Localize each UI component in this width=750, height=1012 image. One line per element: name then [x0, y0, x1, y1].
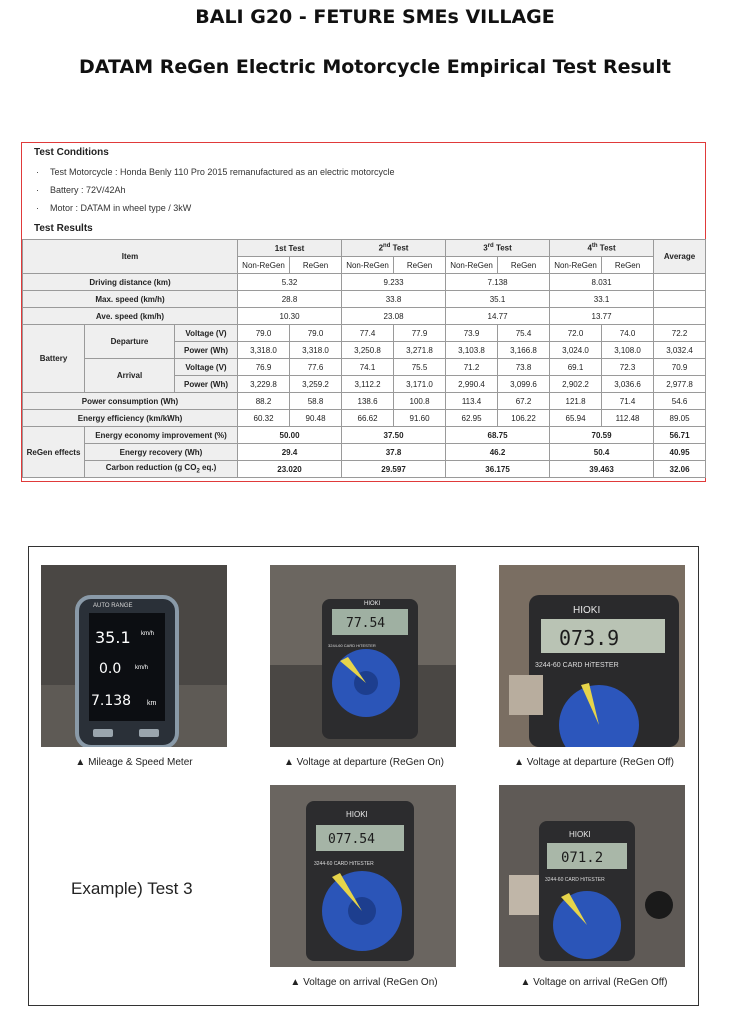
header-test-2: 2nd Test: [342, 240, 446, 257]
table-cell: 72.2: [654, 325, 706, 342]
header-non-regen: Non-ReGen: [238, 257, 290, 274]
table-cell: 58.8: [290, 393, 342, 410]
table-cell: 79.0: [290, 325, 342, 342]
results-table: [22, 239, 706, 478]
table-cell: 50.4: [550, 444, 654, 461]
arrival-label: Arrival: [85, 359, 175, 393]
row-label: Energy recovery (Wh): [85, 444, 238, 461]
table-row-departure-voltage: [23, 325, 706, 342]
table-cell: 3,036.6: [602, 376, 654, 393]
table-cell: 29.4: [238, 444, 342, 461]
svg-text:073.9: 073.9: [559, 626, 620, 650]
table-cell: 113.4: [446, 393, 498, 410]
table-cell: 33.8: [342, 291, 446, 308]
table-cell: 106.22: [498, 410, 550, 427]
power-label: Power (Wh): [175, 342, 238, 359]
test-conditions-heading: Test Conditions: [34, 147, 109, 158]
table-cell: 74.0: [602, 325, 654, 342]
speedometer-photo: [41, 565, 227, 747]
multimeter-arrival-regen-off-photo: [499, 785, 685, 967]
svg-text:0.0: 0.0: [99, 661, 122, 677]
table-cell: 72.3: [602, 359, 654, 376]
table-cell: 70.59: [550, 427, 654, 444]
svg-text:km/h: km/h: [135, 665, 149, 671]
svg-text:HIOKI: HIOKI: [346, 810, 368, 819]
table-row-carbon-reduction: [23, 461, 706, 478]
table-cell: 68.75: [446, 427, 550, 444]
departure-label: Departure: [85, 325, 175, 359]
caption-speed-meter: ▲ Mileage & Speed Meter: [75, 757, 193, 768]
header-average: Average: [654, 240, 706, 274]
table-cell: 121.8: [550, 393, 602, 410]
table-cell: 36.175: [446, 461, 550, 478]
bullet-icon: ·: [36, 203, 39, 213]
page-subtitle: DATAM ReGen Electric Motorcycle Empirical Test Result: [79, 56, 671, 78]
bullet-icon: ·: [36, 167, 39, 177]
table-cell: 14.77: [446, 308, 550, 325]
test-report-box: [21, 142, 706, 482]
table-cell: 71.2: [446, 359, 498, 376]
photo-panel: [28, 546, 699, 1006]
power-label: Power (Wh): [175, 376, 238, 393]
table-cell: 89.05: [654, 410, 706, 427]
multimeter-icon: [270, 565, 456, 747]
header-test-3: 3rd Test: [446, 240, 550, 257]
battery-label: Battery: [23, 325, 85, 393]
header-test-1: 1st Test: [238, 240, 342, 257]
svg-text:3244-60 CARD HiTESTER: 3244-60 CARD HiTESTER: [314, 861, 374, 867]
test-results-heading: Test Results: [34, 223, 93, 234]
table-cell: [654, 291, 706, 308]
table-cell: 29.597: [342, 461, 446, 478]
table-row-driving-distance: [23, 274, 706, 291]
table-cell: 91.60: [394, 410, 446, 427]
table-cell: 88.2: [238, 393, 290, 410]
table-cell: 37.50: [342, 427, 446, 444]
table-cell: 3,259.2: [290, 376, 342, 393]
table-cell: 46.2: [446, 444, 550, 461]
svg-text:3244-60 CARD HiTESTER: 3244-60 CARD HiTESTER: [535, 662, 619, 669]
caption-departure-regen-off: ▲ Voltage at departure (ReGen Off): [514, 757, 674, 768]
row-label: Power consumption (Wh): [23, 393, 238, 410]
table-cell: 3,271.8: [394, 342, 446, 359]
header-regen: ReGen: [290, 257, 342, 274]
row-label: Ave. speed (km/h): [23, 308, 238, 325]
table-cell: 3,250.8: [342, 342, 394, 359]
table-cell: 56.71: [654, 427, 706, 444]
svg-text:km/h: km/h: [141, 631, 155, 637]
svg-text:HIOKI: HIOKI: [573, 605, 601, 616]
table-cell: 73.9: [446, 325, 498, 342]
table-cell: 39.463: [550, 461, 654, 478]
table-row-ave-speed: [23, 308, 706, 325]
caption-departure-regen-on: ▲ Voltage at departure (ReGen On): [284, 757, 444, 768]
header-non-regen: Non-ReGen: [550, 257, 602, 274]
header-regen: ReGen: [394, 257, 446, 274]
table-cell: 3,032.4: [654, 342, 706, 359]
header-non-regen: Non-ReGen: [342, 257, 394, 274]
table-cell: 100.8: [394, 393, 446, 410]
table-cell: 74.1: [342, 359, 394, 376]
table-cell: 3,318.0: [238, 342, 290, 359]
table-cell: 5.32: [238, 274, 342, 291]
table-cell: 3,166.8: [498, 342, 550, 359]
table-cell: 77.9: [394, 325, 446, 342]
table-row-energy-efficiency: [23, 410, 706, 427]
regen-effects-label: ReGen effects: [23, 427, 85, 478]
svg-text:km: km: [147, 700, 157, 707]
page-title: BALI G20 - FETURE SMEs VILLAGE: [195, 6, 555, 28]
table-cell: 72.0: [550, 325, 602, 342]
table-cell: 3,103.8: [446, 342, 498, 359]
table-cell: 33.1: [550, 291, 654, 308]
table-cell: 77.4: [342, 325, 394, 342]
table-cell: 7.138: [446, 274, 550, 291]
table-cell: 3,099.6: [498, 376, 550, 393]
table-row-energy-recovery: [23, 444, 706, 461]
voltage-label: Voltage (V): [175, 325, 238, 342]
table-cell: 37.8: [342, 444, 446, 461]
table-row-power-consumption: [23, 393, 706, 410]
table-cell: 67.2: [498, 393, 550, 410]
table-cell: 112.48: [602, 410, 654, 427]
header-test-4: 4th Test: [550, 240, 654, 257]
table-cell: 2,990.4: [446, 376, 498, 393]
row-label: Max. speed (km/h): [23, 291, 238, 308]
table-cell: 69.1: [550, 359, 602, 376]
table-cell: 62.95: [446, 410, 498, 427]
table-cell: 60.32: [238, 410, 290, 427]
multimeter-icon: [499, 785, 685, 967]
table-cell: 3,229.8: [238, 376, 290, 393]
header-regen: ReGen: [602, 257, 654, 274]
table-cell: 76.9: [238, 359, 290, 376]
row-label: Energy economy improvement (%): [85, 427, 238, 444]
condition-text: Battery : 72V/42Ah: [50, 185, 126, 195]
table-row-arrival-voltage: [23, 359, 706, 376]
table-row-energy-economy: [23, 427, 706, 444]
condition-text: Motor : DATAM in wheel type / 3kW: [50, 203, 192, 213]
multimeter-arrival-regen-on-photo: [270, 785, 456, 967]
multimeter-departure-regen-off-photo: [499, 565, 685, 747]
header-non-regen: Non-ReGen: [446, 257, 498, 274]
table-cell: 75.4: [498, 325, 550, 342]
table-cell: 3,108.0: [602, 342, 654, 359]
table-cell: 73.8: [498, 359, 550, 376]
table-cell: 2,977.8: [654, 376, 706, 393]
caption-arrival-regen-on: ▲ Voltage on arrival (ReGen On): [290, 977, 438, 988]
row-label: Carbon reduction (g $CO_2$ eq.): [85, 461, 238, 478]
multimeter-departure-regen-on-photo: [270, 565, 456, 747]
svg-text:071.2: 071.2: [561, 850, 604, 866]
header-item: Item: [23, 240, 238, 274]
example-label: Example) Test 3: [71, 879, 193, 898]
table-cell: 2,902.2: [550, 376, 602, 393]
condition-item: [36, 203, 191, 213]
svg-text:35.1: 35.1: [95, 628, 131, 647]
table-cell: 75.5: [394, 359, 446, 376]
multimeter-icon: [270, 785, 456, 967]
table-cell: 90.48: [290, 410, 342, 427]
table-cell: 10.30: [238, 308, 342, 325]
table-header-row: [23, 240, 706, 257]
table-cell: [654, 308, 706, 325]
condition-text: Test Motorcycle : Honda Benly 110 Pro 2015 remanufactured as an electric motorcycle: [50, 167, 395, 177]
svg-text:3244-60 CARD HiTESTER: 3244-60 CARD HiTESTER: [545, 877, 605, 883]
table-cell: 66.62: [342, 410, 394, 427]
table-cell: 54.6: [654, 393, 706, 410]
table-cell: 77.6: [290, 359, 342, 376]
table-cell: 79.0: [238, 325, 290, 342]
table-cell: 35.1: [446, 291, 550, 308]
svg-text:AUTO RANGE: AUTO RANGE: [93, 603, 133, 609]
svg-text:3244-60 CARD HiTESTER: 3244-60 CARD HiTESTER: [328, 643, 376, 648]
caption-arrival-regen-off: ▲ Voltage on arrival (ReGen Off): [520, 977, 668, 988]
speedometer-icon: [41, 565, 227, 747]
table-cell: [654, 274, 706, 291]
svg-text:7.138: 7.138: [91, 693, 132, 709]
table-cell: 40.95: [654, 444, 706, 461]
svg-text:77.54: 77.54: [346, 616, 386, 631]
table-cell: 3,318.0: [290, 342, 342, 359]
voltage-label: Voltage (V): [175, 359, 238, 376]
svg-text:HIOKI: HIOKI: [364, 601, 381, 607]
table-cell: 8.031: [550, 274, 654, 291]
svg-text:HIOKI: HIOKI: [569, 830, 591, 839]
header-regen: ReGen: [498, 257, 550, 274]
table-cell: 65.94: [550, 410, 602, 427]
table-cell: 3,171.0: [394, 376, 446, 393]
condition-item: [36, 167, 395, 177]
table-cell: 50.00: [238, 427, 342, 444]
table-cell: 71.4: [602, 393, 654, 410]
table-cell: 3,024.0: [550, 342, 602, 359]
table-cell: 138.6: [342, 393, 394, 410]
multimeter-icon: [499, 565, 685, 747]
row-label: Driving distance (km): [23, 274, 238, 291]
table-cell: 23.08: [342, 308, 446, 325]
bullet-icon: ·: [36, 185, 39, 195]
table-cell: 23.020: [238, 461, 342, 478]
table-cell: 32.06: [654, 461, 706, 478]
table-cell: 70.9: [654, 359, 706, 376]
table-row-max-speed: [23, 291, 706, 308]
table-cell: 3,112.2: [342, 376, 394, 393]
table-cell: 9.233: [342, 274, 446, 291]
table-cell: 13.77: [550, 308, 654, 325]
svg-text:077.54: 077.54: [328, 832, 375, 847]
condition-item: [36, 185, 126, 195]
table-cell: 28.8: [238, 291, 342, 308]
row-label: Energy efficiency (km/kWh): [23, 410, 238, 427]
